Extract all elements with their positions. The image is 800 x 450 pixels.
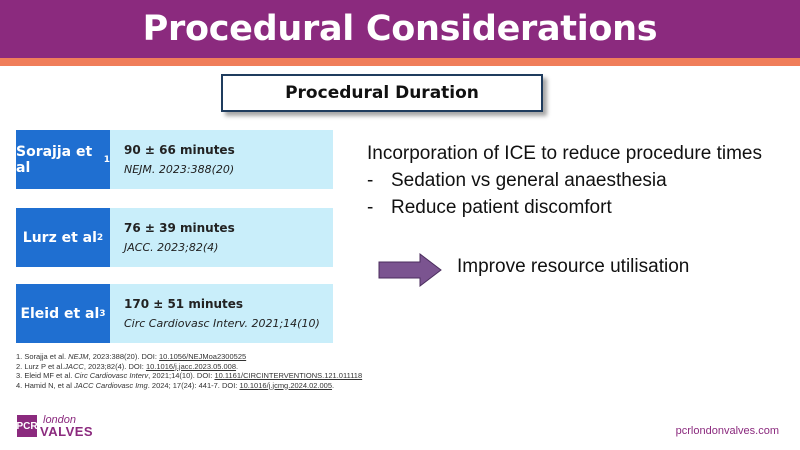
study-name-box (16, 284, 110, 343)
main-points (367, 140, 762, 221)
reference-item: 4. Hamid N, et al JACC Cardiovasc Img. 2024; 17(24): 441-7. DOI: 10.1016/j.jcmg.2024.02.005. (16, 380, 335, 390)
bullet-text: Sedation vs general anaesthesia (391, 170, 667, 191)
reference-item: 2. Lurz P et al.JACC, 2023;82(4). DOI: 10.1016/j.jacc.2023.05.008. (16, 361, 239, 371)
doi-link[interactable]: 10.1161/CIRCINTERVENTIONS.121.011118 (214, 371, 363, 380)
study-ref-number: 2 (96, 232, 104, 243)
study-duration: 170 ± 51 minutes (124, 297, 244, 311)
study-name: Eleid et al (20, 305, 100, 322)
bullet-dash: - (367, 197, 374, 218)
doi-link[interactable]: 10.1056/NEJMoa2300525 (159, 352, 247, 361)
slide-header (0, 0, 800, 58)
study-citation: Circ Cardiovasc Interv. 2021;14(10) (124, 317, 320, 330)
logo-line-2: VALVES (40, 424, 94, 439)
study-ref-number: 3 (99, 308, 106, 319)
reference-list (16, 352, 362, 390)
study-duration: 90 ± 66 minutes (124, 143, 235, 157)
footer-url[interactable]: pcrlondonvalves.com (675, 425, 779, 437)
study-detail-box (110, 284, 333, 343)
doi-link[interactable]: 10.1016/j.jacc.2023.05.008 (145, 361, 237, 371)
result-text: Improve resource utilisation (457, 256, 690, 277)
study-name-box (16, 208, 110, 267)
pcr-london-valves-logo (17, 415, 93, 437)
header-accent-bar (0, 58, 800, 66)
study-card-sorajja (16, 130, 333, 189)
right-arrow-icon (378, 253, 442, 287)
study-detail-box (110, 130, 333, 189)
slide-title: Procedural Considerations (142, 9, 658, 49)
main-heading: Incorporation of ICE to reduce procedure times (367, 143, 762, 164)
logo-mark: PCR (17, 415, 37, 437)
study-name-box (16, 130, 110, 189)
logo-line-1: london (43, 414, 77, 426)
study-ref-number: 1 (103, 154, 110, 165)
doi-link[interactable]: 10.1016/j.jcmg.2024.02.005 (239, 380, 333, 390)
bullet-item (367, 167, 762, 194)
bullet-item (367, 194, 762, 221)
study-card-lurz (16, 208, 333, 267)
reference-item: 3. Eleid MF et al. Circ Cardiovasc Interv, 2021;14(10). DOI: 10.1161/CIRCINTERVENTIONS.121.011118 (16, 371, 363, 380)
study-detail-box (110, 208, 333, 267)
bullet-text: Reduce patient discomfort (391, 197, 612, 218)
study-name: Lurz et al (22, 229, 97, 246)
study-card-eleid (16, 284, 333, 343)
bullet-dash: - (367, 170, 374, 191)
study-citation: NEJM. 2023:388(20) (124, 163, 235, 176)
subtitle-box (221, 74, 543, 112)
reference-item: 1. Sorajja et al. NEJM, 2023:388(20). DOI: 10.1056/NEJMoa2300525 (16, 352, 247, 361)
subtitle: Procedural Duration (285, 83, 479, 103)
study-name: Sorajja et al (16, 143, 93, 176)
study-duration: 76 ± 39 minutes (124, 221, 235, 235)
study-citation: JACC. 2023;82(4) (124, 241, 219, 254)
